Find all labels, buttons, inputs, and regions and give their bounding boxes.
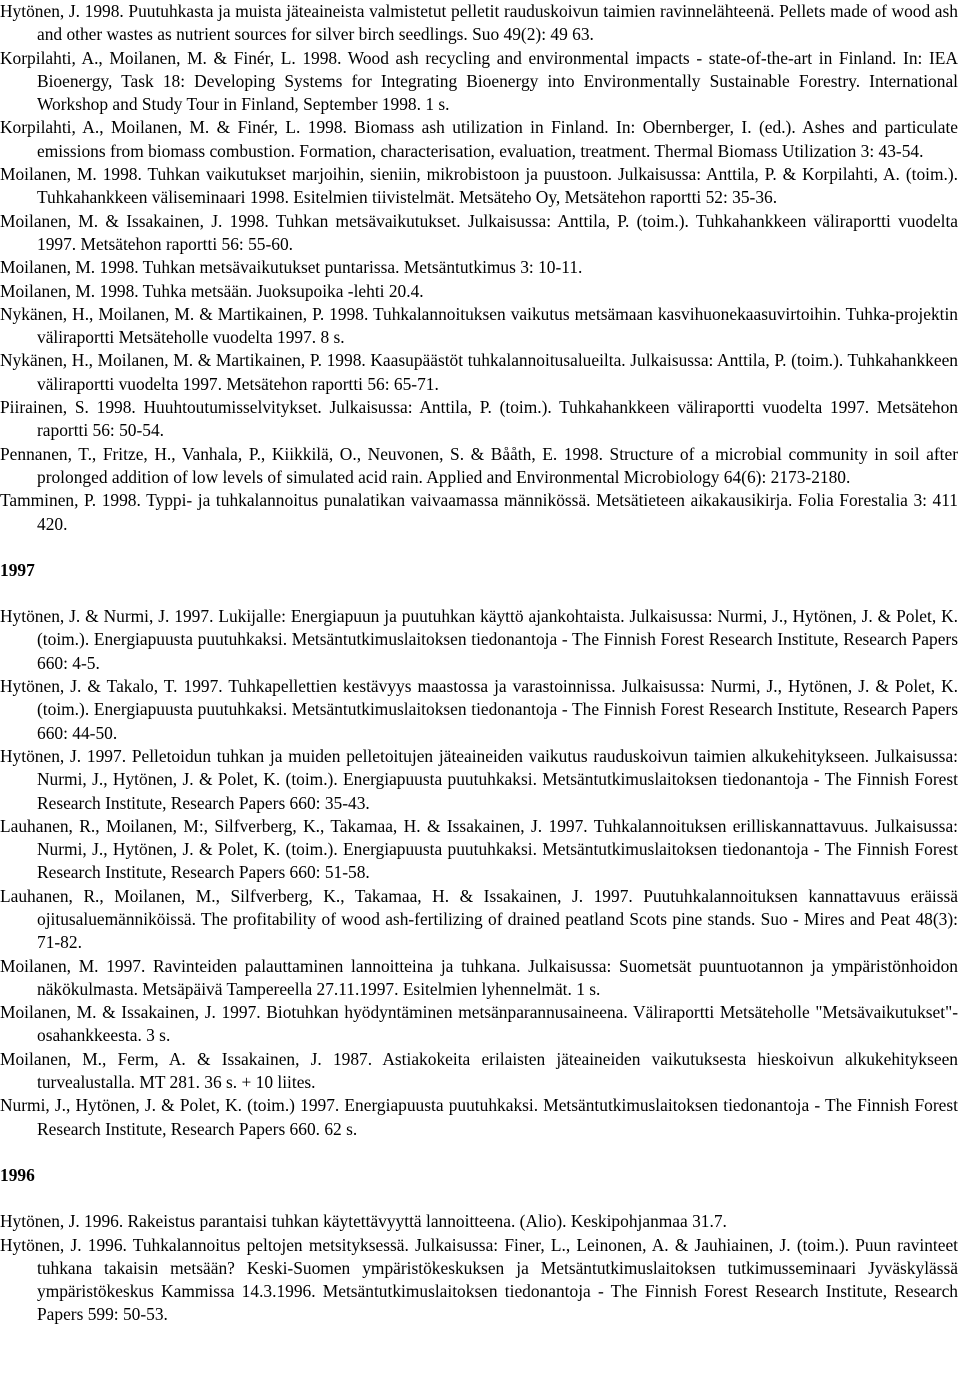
references-1996 bbox=[0, 1210, 960, 1326]
reference-entry: Korpilahti, A., Moilanen, M. & Finér, L. 1998. Biomass ash utilization in Finland. In: Obernberger, I. (ed.). Ashes and particulate emissions from biomass combustion. Formation, characterisation, evaluation, treatment. Thermal Biomass Utilization 3: 43-54. bbox=[0, 117, 958, 161]
reference-entry: Moilanen, M. 1998. Tuhkan metsävaikutukset puntarissa. Metsäntutkimus 3: 10-11. bbox=[0, 257, 583, 278]
reference-entry: Moilanen, M., Ferm, A. & Issakainen, J. 1987. Astiakokeita erilaisten jäteaineiden vaikutuksesta hieskoivun alkukehitykseen turvealustalla. MT 281. 36 s. + 10 liites. bbox=[0, 1048, 958, 1093]
reference-entry: Hytönen, J. 1996. Tuhkalannoitus peltojen metsityksessä. Julkaisussa: Finer, L., Leinonen, A. & Jauhiainen, J. (toim.). Puun ravinteet tuhkana takaisin metsään? Keski-Suomen ympäristökeskuksen ja Metsäntutkimuslaitoksen tutkimusseminaari Jyväskylässä ympäristökeskus Kammissa 14.3.1996. Metsäntutkimuslaitoksen tiedonantoja - The Finnish Forest Research Institute, Research Papers 599: 50-53. bbox=[0, 1234, 958, 1325]
reference-entry: Piirainen, S. 1998. Huuhtoutumisselvitykset. Julkaisussa: Anttila, P. (toim.). Tuhkahankkeen väliraportti vuodelta 1997. Metsätehon raportti 56: 50-54. bbox=[0, 397, 958, 441]
reference-entry: Pennanen, T., Fritze, H., Vanhala, P., Kiikkilä, O., Neuvonen, S. & Bååth, E. 1998. Structure of a microbial community in soil after prolonged addition of low levels of simulated acid rain. Applied and Environmental Microbiology 64(6): 2173-2180. bbox=[0, 443, 958, 487]
reference-entry: Nurmi, J., Hytönen, J. & Polet, K. (toim.) 1997. Energiapuusta puutuhkaksi. Metsäntutkimuslaitoksen tiedonantoja - The Finnish Forest Research Institute, Research Papers 660. 62 s. bbox=[0, 1095, 958, 1139]
section-heading-1997: 1997 bbox=[0, 559, 35, 580]
reference-entry: Hytönen, J. & Takalo, T. 1997. Tuhkapellettien kestävyys maastossa ja varastoinnissa. Julkaisussa: Nurmi, J., Hytönen, J. & Polet, K. (toim.). Energiapuusta puutuhkaksi. Metsäntutkimuslaitoksen tiedonantoja - The Finnish Forest Research Institute, Research Papers 660: 44-50. bbox=[0, 676, 958, 743]
reference-entry: Lauhanen, R., Moilanen, M., Silfverberg, K., Takamaa, H. & Issakainen, J. 1997. Puutuhkalannoituksen kannattavuus eräissä ojitusaluemänniköissä. The profitability of wood ash-fertilizing of drained peatland Scots pine stands. Suo - Mires and Peat 48(3): 71-82. bbox=[0, 885, 958, 953]
reference-entry: Moilanen, M. 1998. Tuhka metsään. Juoksupoika -lehti 20.4. bbox=[0, 280, 424, 301]
reference-entry: Moilanen, M. 1997. Ravinteiden palauttaminen lannoitteina ja tuhkana. Julkaisussa: Suometsät puuntuotannon ja ympäristönhoidon näkökulmasta. Metsäpäivä Tampereella 27.11.1997. Esitelmien lyhennelmät. 1 s. bbox=[0, 955, 958, 999]
references-1997 bbox=[0, 605, 960, 1141]
reference-entry: Hytönen, J. & Nurmi, J. 1997. Lukijalle: Energiapuun ja puutuhkan käyttö ajankohtaista. Julkaisussa: Nurmi, J., Hytönen, J. & Polet, K. (toim.). Energiapuusta puutuhkaksi. Metsäntutkimuslaitoksen tiedonantoja - The Finnish Forest Research Institute, Research Papers 660: 4-5. bbox=[0, 606, 958, 673]
reference-entry: Korpilahti, A., Moilanen, M. & Finér, L. 1998. Wood ash recycling and environmental impacts - state-of-the-art in Finland. In: IEA Bioenergy, Task 18: Developing Systems for Integrating Bioenergy into Environmentally Sustainable Forestry. International Workshop and Study Tour in Finland, September 1998. 1 s. bbox=[0, 47, 958, 115]
reference-entry: Hytönen, J. 1997. Pelletoidun tuhkan ja muiden pelletoitujen jäteaineiden vaikutus rauduskoivun taimien alkukehitykseen. Julkaisussa: Nurmi, J., Hytönen, J. & Polet, K. (toim.). Energiapuusta puutuhkaksi. Metsäntutkimuslaitoksen tiedonantoja - The Finnish Forest Research Institute, Research Papers 660: 35-43. bbox=[0, 745, 958, 813]
references-1998 bbox=[0, 0, 960, 536]
reference-entry: Hytönen, J. 1998. Puutuhkasta ja muista jäteaineista valmistetut pelletit rauduskoivun taimien ravinnelähteenä. Pellets made of wood ash and other wastes as nutrient sources for silver birch seedlings. Suo 49(2): 49 63. bbox=[0, 1, 958, 45]
reference-entry: Lauhanen, R., Moilanen, M:, Silfverberg, K., Takamaa, H. & Issakainen, J. 1997. Tuhkalannoituksen erilliskannattavuus. Julkaisussa: Nurmi, J., Hytönen, J. & Polet, K. (toim.). Energiapuusta puutuhkaksi. Metsäntutkimuslaitoksen tiedonantoja - The Finnish Forest Research Institute, Research Papers 660: 51-58. bbox=[0, 815, 958, 883]
reference-entry: Nykänen, H., Moilanen, M. & Martikainen, P. 1998. Tuhkalannoituksen vaikutus metsämaan kasvihuonekaasuvirtoihin. Tuhka-projektin väliraportti Metsäteholle vuodelta 1997. 8 s. bbox=[0, 303, 958, 348]
reference-entry: Nykänen, H., Moilanen, M. & Martikainen, P. 1998. Kaasupäästöt tuhkalannoitusalueilta. Julkaisussa: Anttila, P. (toim.). Tuhkahankkeen väliraportti vuodelta 1997. Metsätehon raportti 56: 65-71. bbox=[0, 350, 958, 394]
reference-entry: Hytönen, J. 1996. Rakeistus parantaisi tuhkan käytettävyyttä lannoitteena. (Alio). Keskipohjanmaa 31.7. bbox=[0, 1211, 727, 1232]
reference-entry: Moilanen, M. & Issakainen, J. 1998. Tuhkan metsävaikutukset. Julkaisussa: Anttila, P. (toim.). Tuhkahankkeen väliraportti vuodelta 1997. Metsätehon raportti 56: 55-60. bbox=[0, 210, 958, 254]
reference-entry: Tamminen, P. 1998. Typpi- ja tuhkalannoitus punalatikan vaivaamassa männikössä. Metsätieteen aikakausikirja. Folia Forestalia 3: 411 420. bbox=[0, 490, 958, 534]
reference-entry: Moilanen, M. 1998. Tuhkan vaikutukset marjoihin, sieniin, mikrobistoon ja puustoon. Julkaisussa: Anttila, P. & Korpilahti, A. (toim.). Tuhkahankkeen väliseminaari 1998. Esitelmien tiivistelmät. Metsäteho Oy, Metsätehon raportti 52: 35-36. bbox=[0, 164, 958, 208]
reference-entry: Moilanen, M. & Issakainen, J. 1997. Biotuhkan hyödyntäminen metsänparannusaineena. Väliraportti Metsäteholle "Metsävaikutukset"-osahankkeesta. 3 s. bbox=[0, 1002, 958, 1046]
section-heading-1996: 1996 bbox=[0, 1164, 35, 1185]
